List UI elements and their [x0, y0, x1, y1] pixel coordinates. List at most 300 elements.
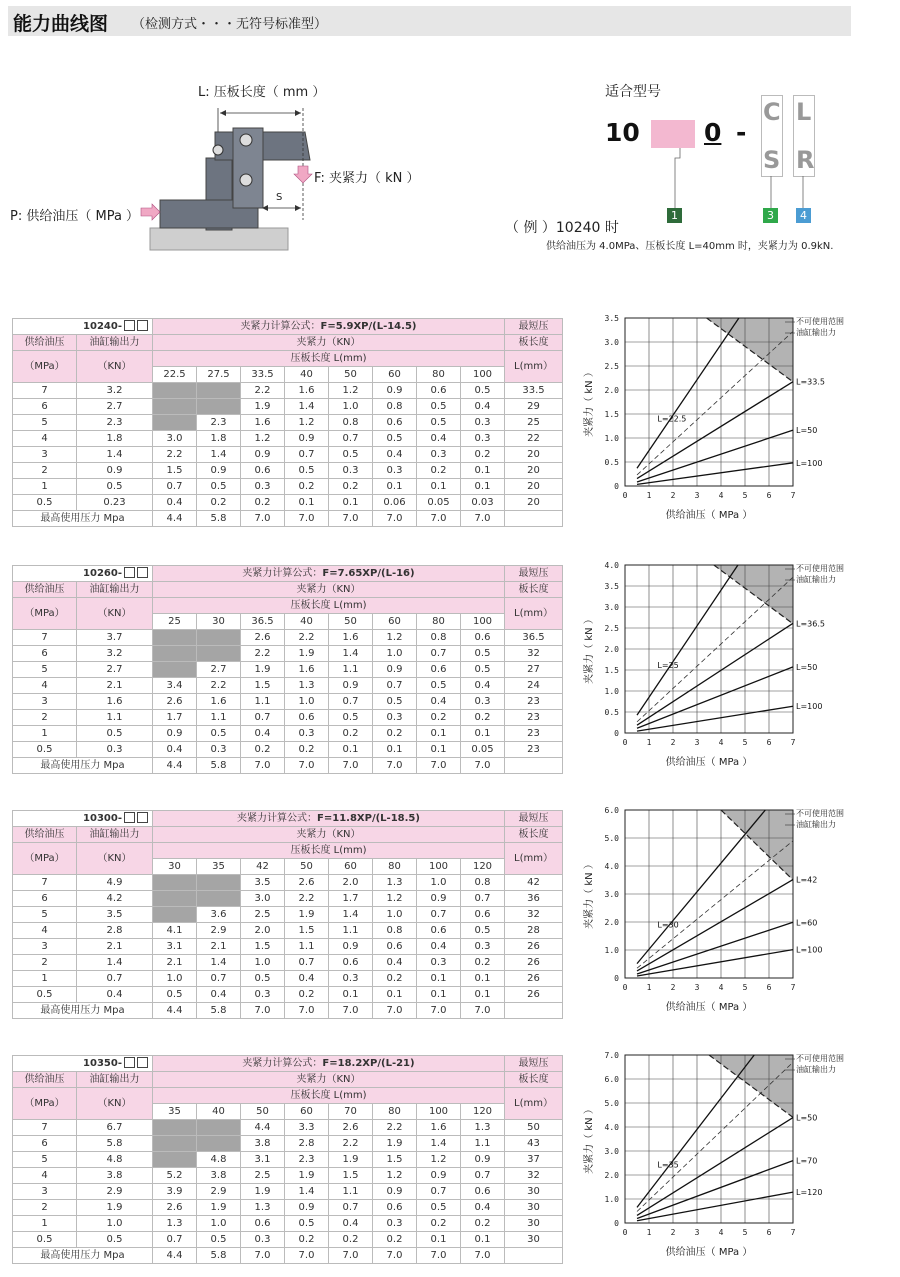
plate-length-value: 100	[417, 1104, 461, 1120]
max-pressure-value: 4.4	[153, 511, 197, 527]
table-cell: 0.5	[373, 431, 417, 447]
y-tick-label: 0.5	[604, 458, 619, 467]
legend-unusable: 不可使用范围	[796, 564, 844, 573]
x-tick-label: 1	[646, 1228, 652, 1237]
table-cell: 2.2	[373, 1120, 417, 1136]
table-cell: 6	[13, 646, 77, 662]
cylinder-output-header: 油缸输出力	[77, 335, 153, 351]
table-cell: 2.9	[77, 1184, 153, 1200]
min-length-header: 板长度	[505, 335, 563, 351]
max-pressure-value: 7.0	[285, 758, 329, 774]
model-option-checkbox	[137, 812, 148, 823]
table-cell: 0.4	[241, 726, 285, 742]
table-row	[13, 875, 563, 891]
min-length-header: 板长度	[505, 827, 563, 843]
table-cell: 0.9	[197, 463, 241, 479]
table-cell: 1.4	[329, 907, 373, 923]
table-cell	[153, 415, 197, 431]
table-cell: 1.4	[329, 646, 373, 662]
table-row	[13, 399, 563, 415]
max-pressure-value: 7.0	[461, 1248, 505, 1264]
clamp-force-header: 夹紧力（KN）	[153, 1072, 505, 1088]
table-cell: 4	[13, 1168, 77, 1184]
series-label: L=35	[657, 1160, 679, 1170]
table-cell: 0.1	[329, 742, 373, 758]
table-cell: 0.7	[417, 646, 461, 662]
table-cell: 2.3	[285, 1152, 329, 1168]
table-cell: 0.9	[77, 463, 153, 479]
max-pressure-value: 7.0	[329, 1248, 373, 1264]
table-cell: 7	[13, 383, 77, 399]
plate-length-value: 30	[153, 859, 197, 875]
supply-pressure-header: 供给油压	[13, 827, 77, 843]
series-label: L=70	[796, 1156, 818, 1166]
table-cell: 1.5	[373, 1152, 417, 1168]
table-row	[13, 383, 563, 399]
table-row	[13, 971, 563, 987]
table-cell: 5	[13, 1152, 77, 1168]
y-tick-label: 1.0	[604, 946, 619, 955]
clamp-force-header: 夹紧力（KN）	[153, 335, 505, 351]
table-row	[13, 955, 563, 971]
max-pressure-value: 4.4	[153, 758, 197, 774]
series-label: L=100	[796, 945, 823, 955]
max-pressure-value: 7.0	[241, 1248, 285, 1264]
table-cell: 2.5	[241, 1168, 285, 1184]
table-cell: 0.5	[329, 447, 373, 463]
model-connector-lines	[660, 148, 820, 210]
table-cell: 0.7	[241, 710, 285, 726]
capacity-chart	[580, 1047, 860, 1272]
table-cell: 0.4	[417, 694, 461, 710]
table-cell: 0.5	[417, 678, 461, 694]
option2-top: L	[796, 98, 812, 126]
max-pressure-value: 7.0	[241, 511, 285, 527]
table-cell: 30	[505, 1232, 563, 1248]
table-cell: 2.6	[153, 694, 197, 710]
table-cell: 0.5	[13, 987, 77, 1003]
table-cell: 2.0	[241, 923, 285, 939]
max-pressure-label: 最高使用压力 Mpa	[13, 758, 153, 774]
table-cell: 42	[505, 875, 563, 891]
table-cell: 4.4	[241, 1120, 285, 1136]
min-length-unit: L(mm）	[505, 351, 563, 383]
supply-pressure-header: 供给油压	[13, 335, 77, 351]
table-cell: 2.1	[77, 678, 153, 694]
table-row	[13, 646, 563, 662]
y-tick-label: 3.0	[604, 338, 619, 347]
plate-length-value: 60	[329, 859, 373, 875]
series-label: L=50	[796, 662, 818, 672]
table-row	[13, 1200, 563, 1216]
plate-length-value: 40	[285, 367, 329, 383]
table-cell: 0.7	[77, 971, 153, 987]
y-tick-label: 2.0	[604, 645, 619, 654]
table-cell: 4.1	[153, 923, 197, 939]
cylinder-output-line	[637, 841, 793, 968]
supply-pressure-unit: （MPa）	[13, 843, 77, 875]
table-cell: 26	[505, 955, 563, 971]
formula-text: F=5.9XP/(L-14.5)	[320, 320, 417, 332]
table-cell: 0.1	[329, 987, 373, 1003]
table-cell: 0.2	[461, 1216, 505, 1232]
table-cell: 0.5	[77, 479, 153, 495]
table-cell: 0.1	[417, 987, 461, 1003]
table-cell: 23	[505, 694, 563, 710]
table-cell: 2.9	[197, 1184, 241, 1200]
min-length-header: 最短压	[505, 566, 563, 582]
series-label: L=100	[796, 458, 823, 468]
table-row	[13, 710, 563, 726]
series-label: L=42	[796, 875, 818, 885]
max-pressure-value: 7.0	[417, 1248, 461, 1264]
table-cell: 28	[505, 923, 563, 939]
table-cell: 1.4	[77, 955, 153, 971]
table-cell: 2.6	[241, 630, 285, 646]
table-cell: 5.8	[77, 1136, 153, 1152]
table-row	[13, 1136, 563, 1152]
plate-length-value: 33.5	[241, 367, 285, 383]
formula-text: F=11.8XP/(L-18.5)	[317, 812, 420, 824]
y-tick-label: 5.0	[604, 834, 619, 843]
table-cell: 0.8	[329, 415, 373, 431]
table-cell: 0.6	[373, 939, 417, 955]
model-middle: 0	[704, 118, 722, 147]
table-cell	[197, 1120, 241, 1136]
table-row	[13, 1216, 563, 1232]
model-size-box	[651, 120, 695, 148]
table-cell: 3.2	[77, 383, 153, 399]
series-label: L=120	[796, 1188, 823, 1198]
legend-output: 油缸输出力	[796, 1065, 836, 1074]
plate-length-value: 120	[461, 859, 505, 875]
table-cell: 1.2	[285, 415, 329, 431]
formula-prefix: 夹紧力计算公式：	[242, 567, 323, 579]
y-tick-label: 3.5	[604, 582, 619, 591]
table-cell: 4.8	[77, 1152, 153, 1168]
table-cell: 1.1	[329, 662, 373, 678]
table-cell: 0.5	[285, 463, 329, 479]
table-cell: 3.8	[241, 1136, 285, 1152]
formula-prefix: 夹紧力计算公式：	[240, 320, 321, 332]
plate-length-value: 30	[197, 614, 241, 630]
plate-length-value: 35	[197, 859, 241, 875]
formula-text: F=18.2XP/(L-21)	[322, 1057, 415, 1069]
table-cell: 0.7	[329, 1200, 373, 1216]
table-cell: 0.4	[197, 987, 241, 1003]
table-cell	[197, 399, 241, 415]
table-cell: 32	[505, 646, 563, 662]
table-cell: 0.3	[417, 447, 461, 463]
table-cell: 30	[505, 1184, 563, 1200]
table-cell: 2	[13, 955, 77, 971]
table-cell: 0.9	[241, 447, 285, 463]
table-cell: 0.7	[329, 694, 373, 710]
table-cell: 1.6	[197, 694, 241, 710]
table-cell	[153, 1120, 197, 1136]
y-tick-label: 0	[614, 482, 619, 491]
max-pressure-value: 4.4	[153, 1248, 197, 1264]
table-cell: 0.7	[417, 907, 461, 923]
table-cell: 0.2	[417, 1216, 461, 1232]
table-cell: 3	[13, 939, 77, 955]
table-cell: 0.4	[373, 447, 417, 463]
table-row	[13, 726, 563, 742]
table-cell: 0.7	[461, 891, 505, 907]
max-pressure-empty	[505, 1248, 563, 1264]
table-cell: 1.2	[329, 383, 373, 399]
table-cell: 0.3	[241, 479, 285, 495]
plate-length-value: 22.5	[153, 367, 197, 383]
table-cell: 25	[505, 415, 563, 431]
max-pressure-value: 5.8	[197, 758, 241, 774]
table-cell: 0.2	[417, 710, 461, 726]
table-cell: 4	[13, 431, 77, 447]
table-cell: 3.7	[77, 630, 153, 646]
series-label: L=25	[657, 661, 679, 671]
table-cell: 2.1	[197, 939, 241, 955]
table-cell: 36	[505, 891, 563, 907]
y-tick-label: 0	[614, 974, 619, 983]
model-dash: -	[736, 118, 747, 147]
table-cell: 26	[505, 971, 563, 987]
table-cell: 0.9	[417, 1168, 461, 1184]
x-tick-label: 1	[646, 491, 652, 500]
table-cell: 1.0	[77, 1216, 153, 1232]
table-row	[13, 447, 563, 463]
table-cell	[153, 399, 197, 415]
y-tick-label: 1.5	[604, 410, 619, 419]
y-tick-label: 1.0	[604, 1195, 619, 1204]
table-cell: 1.2	[417, 1152, 461, 1168]
table-row	[13, 415, 563, 431]
table-cell: 0.6	[373, 415, 417, 431]
table-cell: 1.3	[153, 1216, 197, 1232]
y-tick-label: 1.5	[604, 666, 619, 675]
cylinder-output-unit: （KN）	[77, 843, 153, 875]
option1-bottom: S	[763, 146, 781, 174]
plate-length-header: 压板长度 L(mm)	[153, 351, 505, 367]
plate-length-value: 36.5	[241, 614, 285, 630]
table-cell: 0.9	[329, 678, 373, 694]
max-pressure-empty	[505, 758, 563, 774]
table-cell: 0.3	[329, 971, 373, 987]
table-cell: 0.2	[461, 955, 505, 971]
table-cell: 1.9	[197, 1200, 241, 1216]
x-tick-label: 4	[718, 491, 724, 500]
option2-bottom: R	[796, 146, 815, 174]
y-tick-label: 4.0	[604, 1123, 619, 1132]
model-option-checkbox	[124, 1057, 135, 1068]
table-cell: 0.1	[285, 495, 329, 511]
table-cell: 3	[13, 694, 77, 710]
x-tick-label: 5	[742, 983, 748, 992]
table-cell: 2.2	[285, 630, 329, 646]
x-tick-label: 3	[694, 738, 700, 747]
table-cell: 1.9	[285, 646, 329, 662]
max-pressure-value: 5.8	[197, 511, 241, 527]
table-cell	[197, 1136, 241, 1152]
series-line	[637, 810, 765, 964]
table-cell	[153, 1136, 197, 1152]
table-cell: 23	[505, 726, 563, 742]
table-cell	[197, 875, 241, 891]
x-axis-label: 供给油压（ MPa ）	[665, 757, 753, 768]
plate-length-value: 80	[373, 1104, 417, 1120]
table-cell: 0.3	[417, 955, 461, 971]
table-cell: 2.2	[329, 1136, 373, 1152]
table-row	[13, 495, 563, 511]
page-header	[8, 6, 851, 36]
formula-cell	[153, 811, 505, 827]
table-cell: 23	[505, 710, 563, 726]
table-cell: 2.0	[329, 875, 373, 891]
table-cell: 0.7	[153, 1232, 197, 1248]
table-row	[13, 1120, 563, 1136]
max-pressure-value: 5.8	[197, 1248, 241, 1264]
table-cell: 0.7	[285, 955, 329, 971]
table-cell: 3.5	[77, 907, 153, 923]
example-note: 供给油压为 4.0MPa、压板长度 L=40mm 时，夹紧力为 0.9kN.	[546, 241, 834, 252]
table-cell: 0.05	[417, 495, 461, 511]
plate-length-value: 120	[461, 1104, 505, 1120]
cylinder-output-unit: （KN）	[77, 351, 153, 383]
plate-length-value: 100	[461, 367, 505, 383]
table-cell: 0.8	[461, 875, 505, 891]
table-cell: 4	[13, 678, 77, 694]
table-cell: 20	[505, 447, 563, 463]
table-cell: 0.2	[285, 1232, 329, 1248]
table-cell: 1.1	[77, 710, 153, 726]
table-cell: 1.0	[197, 1216, 241, 1232]
y-axis-label: 夹紧力（ kN ）	[584, 859, 595, 929]
table-cell: 3.5	[241, 875, 285, 891]
max-pressure-value: 7.0	[329, 1003, 373, 1019]
max-pressure-value: 7.0	[285, 511, 329, 527]
table-cell: 1.1	[329, 923, 373, 939]
table-cell: 3.8	[197, 1168, 241, 1184]
table-cell: 1	[13, 479, 77, 495]
table-cell: 1.5	[153, 463, 197, 479]
table-cell: 0.3	[461, 694, 505, 710]
formula-cell	[153, 566, 505, 582]
table-cell: 0.2	[461, 710, 505, 726]
table-cell	[153, 630, 197, 646]
series-label: L=22.5	[657, 414, 687, 424]
table-cell: 3.0	[153, 431, 197, 447]
table-cell: 0.7	[153, 479, 197, 495]
table-cell	[197, 383, 241, 399]
table-cell: 4.9	[77, 875, 153, 891]
table-cell: 0.4	[77, 987, 153, 1003]
series-label: L=50	[796, 1113, 818, 1123]
x-tick-label: 0	[622, 491, 628, 500]
table-cell: 5.2	[153, 1168, 197, 1184]
x-tick-label: 2	[670, 491, 676, 500]
table-cell: 0.6	[285, 710, 329, 726]
table-cell: 0.5	[461, 383, 505, 399]
table-cell: 1.5	[329, 1168, 373, 1184]
table-cell: 0.5	[197, 726, 241, 742]
plate-length-header: 压板长度 L(mm)	[153, 843, 505, 859]
table-cell: 7	[13, 1120, 77, 1136]
table-cell: 0.3	[329, 463, 373, 479]
table-cell: 1.3	[241, 1200, 285, 1216]
table-model-number: 10260-	[83, 567, 122, 579]
table-cell: 1.4	[197, 955, 241, 971]
table-cell: 0.23	[77, 495, 153, 511]
table-cell: 7	[13, 630, 77, 646]
plate-length-value: 50	[329, 367, 373, 383]
table-cell: 2.1	[77, 939, 153, 955]
table-cell: 32	[505, 907, 563, 923]
table-row	[13, 1184, 563, 1200]
table-cell: 2.8	[285, 1136, 329, 1152]
code-number-1: 1	[667, 208, 682, 223]
table-cell: 0.6	[417, 923, 461, 939]
table-cell: 0.5	[417, 1200, 461, 1216]
capacity-chart	[580, 557, 860, 782]
plate-length-value: 100	[417, 859, 461, 875]
x-tick-label: 5	[742, 1228, 748, 1237]
table-model-number: 10350-	[83, 1057, 122, 1069]
table-cell: 0.6	[241, 1216, 285, 1232]
x-tick-label: 2	[670, 983, 676, 992]
x-tick-label: 6	[766, 983, 772, 992]
table-cell: 0.5	[461, 646, 505, 662]
table-cell: 6	[13, 399, 77, 415]
table-cell: 2.2	[285, 891, 329, 907]
table-cell: 0.2	[285, 479, 329, 495]
min-length-unit: L(mm）	[505, 598, 563, 630]
legend-unusable: 不可使用范围	[796, 1054, 844, 1063]
table-cell: 3	[13, 447, 77, 463]
table-cell	[153, 907, 197, 923]
min-length-unit: L(mm）	[505, 1088, 563, 1120]
table-cell: 1.8	[197, 431, 241, 447]
table-cell: 0.2	[329, 479, 373, 495]
legend-unusable: 不可使用范围	[796, 809, 844, 818]
table-cell: 0.06	[373, 495, 417, 511]
table-cell: 2	[13, 710, 77, 726]
plate-length-value: 80	[417, 367, 461, 383]
table-cell: 0.5	[461, 923, 505, 939]
min-length-unit: L(mm）	[505, 843, 563, 875]
table-cell: 0.2	[329, 726, 373, 742]
supply-pressure-label: P: 供给油压（ MPa ）	[10, 209, 140, 224]
table-cell: 1.8	[77, 431, 153, 447]
model-option-checkbox	[137, 567, 148, 578]
table-cell: 1.9	[241, 399, 285, 415]
max-pressure-value: 7.0	[373, 1003, 417, 1019]
table-cell: 7	[13, 875, 77, 891]
table-cell	[197, 646, 241, 662]
series-label: L=100	[796, 702, 823, 712]
table-cell: 0.5	[417, 415, 461, 431]
plate-length-value: 35	[153, 1104, 197, 1120]
table-cell: 0.7	[461, 1168, 505, 1184]
table-cell: 0.3	[461, 431, 505, 447]
table-cell: 1.6	[329, 630, 373, 646]
max-pressure-value: 7.0	[373, 1248, 417, 1264]
table-cell: 0.1	[417, 971, 461, 987]
table-cell: 0.03	[461, 495, 505, 511]
table-cell: 2.6	[285, 875, 329, 891]
stroke-label: S	[276, 192, 283, 203]
code-number-3: 3	[763, 208, 778, 223]
y-tick-label: 3.0	[604, 890, 619, 899]
table-model-cell	[13, 1056, 153, 1072]
